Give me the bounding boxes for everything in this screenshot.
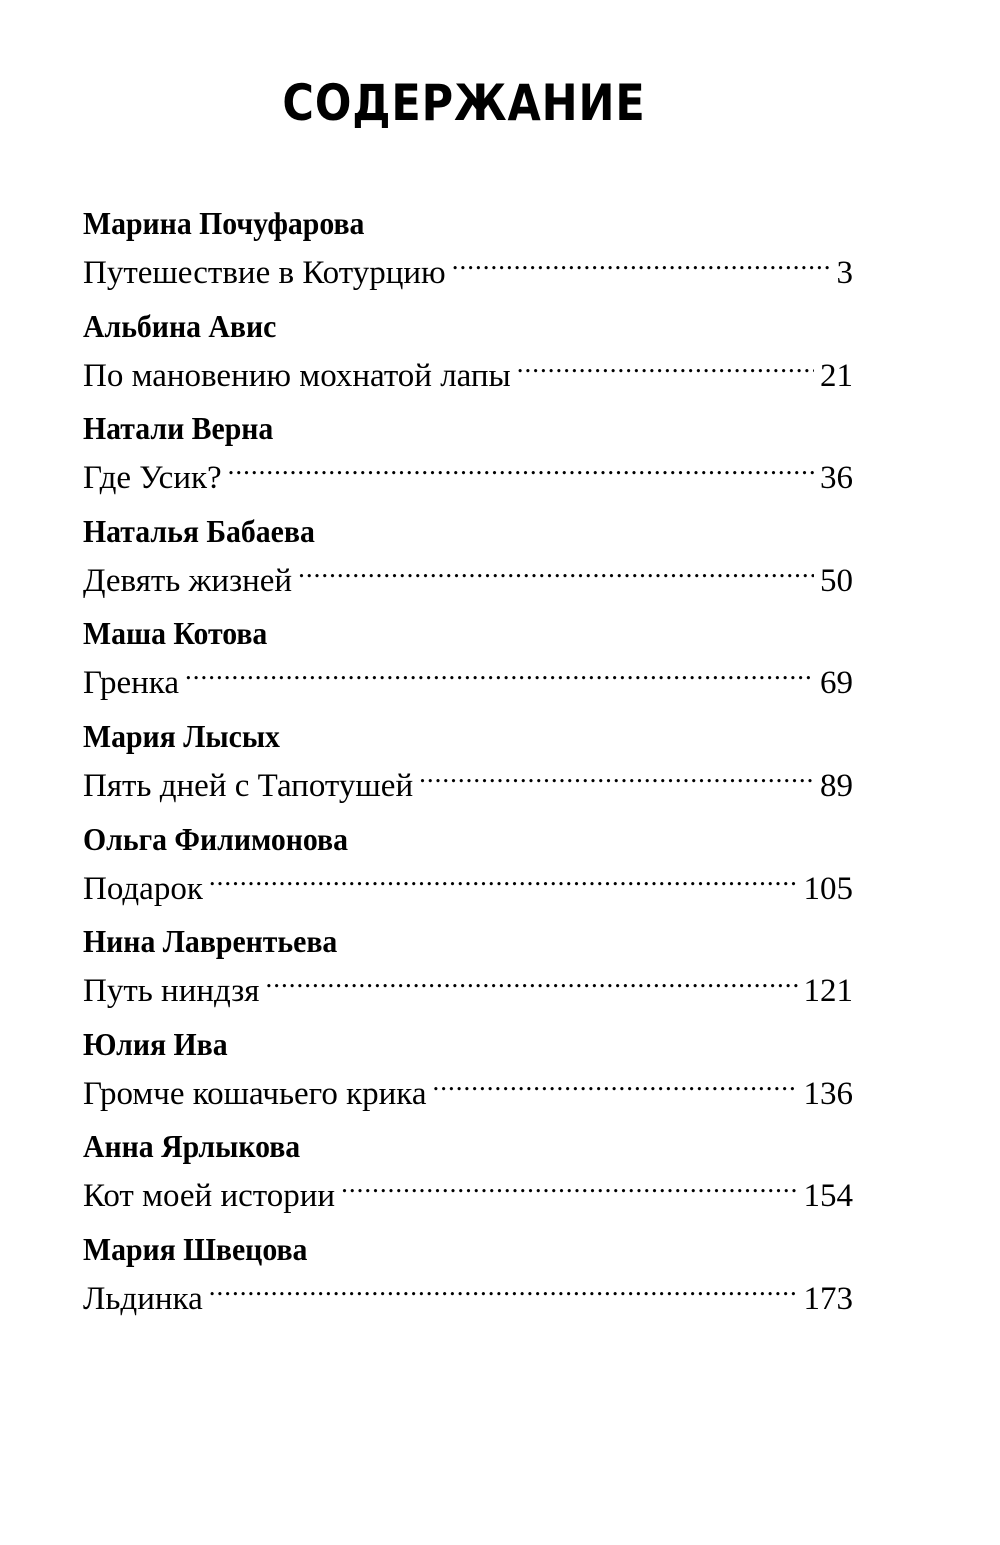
toc-story-title: Кот моей истории bbox=[83, 1178, 336, 1215]
toc-entry bbox=[83, 716, 853, 819]
dot-leader bbox=[452, 243, 831, 283]
toc-page-number: 69 bbox=[820, 665, 853, 702]
toc-page-number: 105 bbox=[803, 870, 853, 907]
table-of-contents bbox=[83, 203, 853, 1332]
toc-story-title: Громче кошачьего крика bbox=[83, 1075, 427, 1112]
dot-leader bbox=[298, 551, 814, 591]
toc-story-title: По мановению мохнатой лапы bbox=[83, 357, 511, 394]
toc-page-number: 89 bbox=[820, 767, 853, 804]
toc-entry bbox=[83, 1229, 853, 1332]
toc-entry bbox=[83, 1126, 853, 1229]
dot-leader bbox=[209, 1269, 798, 1309]
dot-leader bbox=[265, 961, 797, 1001]
toc-author: Мария Швецова bbox=[83, 1230, 308, 1267]
toc-author: Ольга Филимонова bbox=[83, 820, 348, 857]
toc-line bbox=[83, 346, 853, 394]
toc-entry bbox=[83, 1024, 853, 1127]
toc-story-title: Путь ниндзя bbox=[83, 973, 260, 1010]
toc-entry bbox=[83, 203, 853, 306]
toc-line bbox=[83, 756, 853, 804]
toc-story-title: Где Усик? bbox=[83, 460, 222, 497]
toc-line bbox=[83, 1166, 853, 1215]
toc-line bbox=[83, 551, 853, 599]
toc-entry bbox=[83, 408, 853, 511]
toc-story-title: Пять дней с Тапотушей bbox=[83, 767, 414, 804]
toc-line bbox=[83, 961, 853, 1010]
toc-story-title: Путешествие в Котурцию bbox=[83, 255, 446, 291]
toc-line bbox=[83, 1269, 853, 1317]
toc-page-number: 3 bbox=[836, 255, 853, 291]
toc-line bbox=[83, 448, 853, 497]
toc-entry bbox=[83, 921, 853, 1024]
toc-page-number: 154 bbox=[803, 1178, 853, 1215]
toc-author: Нина Лаврентьева bbox=[83, 923, 338, 960]
toc-story-title: Гренка bbox=[83, 665, 179, 702]
dot-leader bbox=[209, 859, 798, 899]
toc-author: Мария Лысых bbox=[83, 717, 280, 754]
page-title: СОДЕРЖАНИЕ bbox=[282, 74, 646, 132]
toc-author: Марина Почуфарова bbox=[83, 205, 365, 241]
toc-author: Маша Котова bbox=[83, 615, 268, 652]
toc-page-number: 50 bbox=[820, 562, 853, 599]
toc-story-title: Льдинка bbox=[83, 1280, 203, 1317]
toc-author: Анна Ярлыкова bbox=[83, 1128, 301, 1165]
dot-leader bbox=[228, 448, 814, 488]
dot-leader bbox=[432, 1064, 797, 1104]
toc-line bbox=[83, 653, 853, 702]
toc-page-number: 136 bbox=[803, 1075, 853, 1112]
toc-entry bbox=[83, 613, 853, 716]
toc-line bbox=[83, 1064, 853, 1112]
toc-story-title: Девять жизней bbox=[83, 562, 293, 599]
dot-leader bbox=[341, 1166, 797, 1206]
toc-line bbox=[83, 243, 853, 291]
toc-story-title: Подарок bbox=[83, 870, 203, 907]
dot-leader bbox=[517, 346, 814, 386]
toc-entry bbox=[83, 306, 853, 409]
dot-leader bbox=[185, 653, 814, 693]
toc-author: Натали Верна bbox=[83, 410, 274, 447]
toc-page-number: 21 bbox=[820, 357, 853, 394]
toc-entry bbox=[83, 511, 853, 614]
toc-page-number: 121 bbox=[803, 973, 853, 1010]
toc-author: Наталья Бабаева bbox=[83, 512, 315, 549]
toc-page-number: 173 bbox=[803, 1280, 853, 1317]
toc-line bbox=[83, 859, 853, 907]
dot-leader bbox=[419, 756, 814, 796]
toc-author: Юлия Ива bbox=[83, 1025, 228, 1062]
toc-entry bbox=[83, 819, 853, 922]
toc-page-number: 36 bbox=[820, 460, 853, 497]
toc-author: Альбина Авис bbox=[83, 307, 277, 344]
